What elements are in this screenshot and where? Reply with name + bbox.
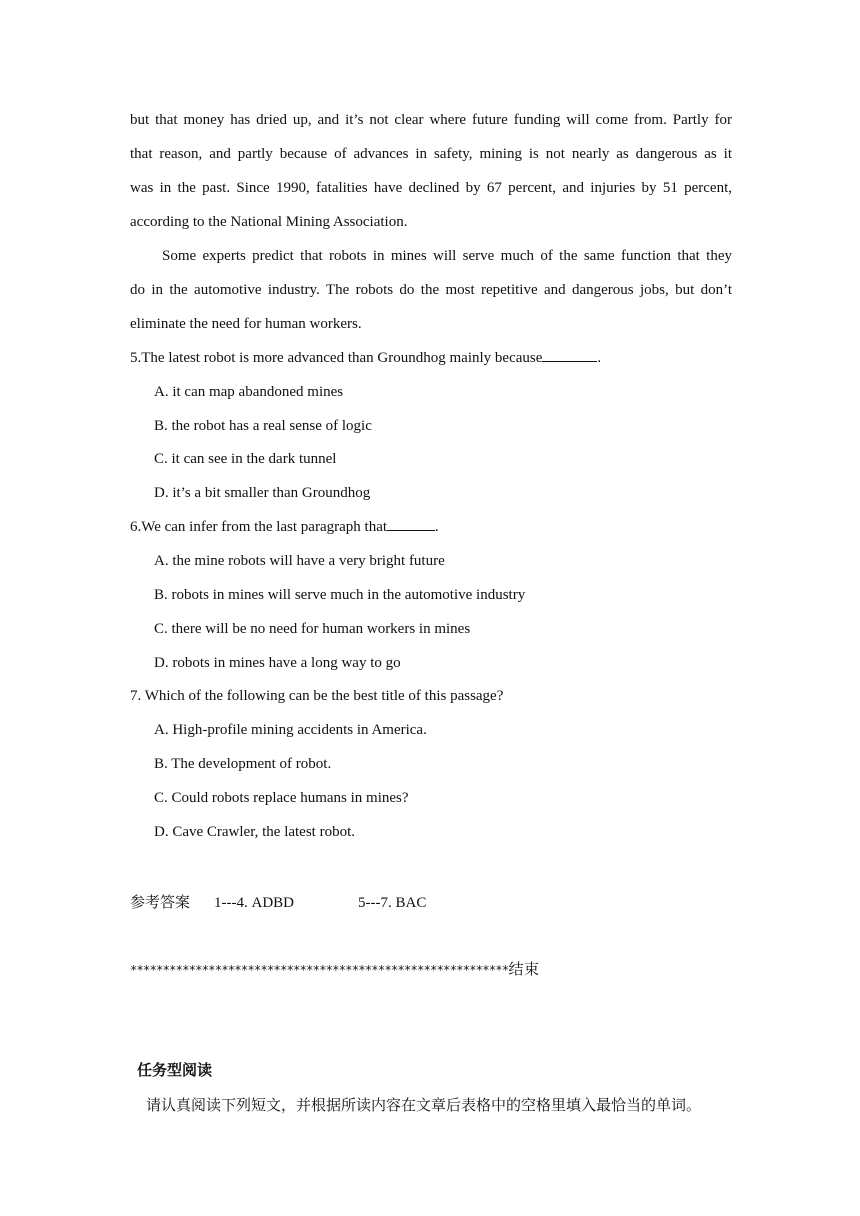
- answer-blank: [542, 360, 597, 362]
- paragraph-line: that reason, and partly because of advances in safety, mining is not nearly as dangerous as it: [130, 146, 732, 162]
- section-instruction: 请认真阅读下列短文，并根据所读内容在文章后表格中的空格里填入最恰当的单词。: [146, 1096, 702, 1114]
- question-text: 5.The latest robot is more advanced than Groundhog mainly because: [130, 350, 543, 366]
- option-item: A. High-profile mining accidents in America.: [154, 722, 427, 738]
- option-item: D. robots in mines have a long way to go: [154, 655, 401, 671]
- answer-key: [130, 891, 426, 912]
- option-item: D. Cave Crawler, the latest robot.: [154, 824, 356, 840]
- option-item: C. Could robots replace humans in mines?: [154, 790, 409, 806]
- option-item: B. the robot has a real sense of logic: [154, 418, 372, 434]
- end-marker-stars: **********************************************************: [130, 963, 509, 977]
- option-item: B. The development of robot.: [154, 756, 332, 772]
- paragraph-line: Some experts predict that robots in mines will serve much of the same function that they: [162, 248, 732, 264]
- answer-key-label: 参考答案: [130, 893, 191, 911]
- paragraph-line: was in the past. Since 1990, fatalities have declined by 67 percent, and injuries by 51 percent,: [130, 180, 732, 196]
- question-end: .: [597, 350, 602, 366]
- answer-key-part1: 1---4. ADBD: [214, 895, 295, 911]
- paragraph-line: eliminate the need for human workers.: [130, 316, 362, 332]
- end-marker-text: 结束: [508, 960, 540, 978]
- question-text: 6.We can infer from the last paragraph that: [130, 519, 388, 535]
- option-item: C. it can see in the dark tunnel: [154, 451, 337, 467]
- option-item: D. it’s a bit smaller than Groundhog: [154, 485, 371, 501]
- paragraph-line: but that money has dried up, and it’s not clear where future funding will come from. Partly for: [130, 112, 732, 128]
- question-stem: [130, 519, 439, 536]
- section-heading: 任务型阅读: [137, 1061, 213, 1079]
- answer-blank: [387, 529, 435, 531]
- question-stem: [130, 350, 601, 367]
- paragraph-line: according to the National Mining Association.: [130, 214, 408, 230]
- answer-key-part2: 5---7. BAC: [358, 895, 427, 911]
- end-marker: [130, 958, 539, 979]
- option-item: C. there will be no need for human workers in mines: [154, 621, 471, 637]
- option-item: A. the mine robots will have a very bright future: [154, 553, 445, 569]
- option-item: B. robots in mines will serve much in the automotive industry: [154, 587, 526, 603]
- question-end: .: [435, 519, 439, 535]
- option-item: A. it can map abandoned mines: [154, 384, 344, 400]
- paragraph-line: do in the automotive industry. The robots do the most repetitive and dangerous jobs, but don’t: [130, 282, 732, 298]
- question-stem: 7. Which of the following can be the best title of this passage?: [130, 688, 504, 704]
